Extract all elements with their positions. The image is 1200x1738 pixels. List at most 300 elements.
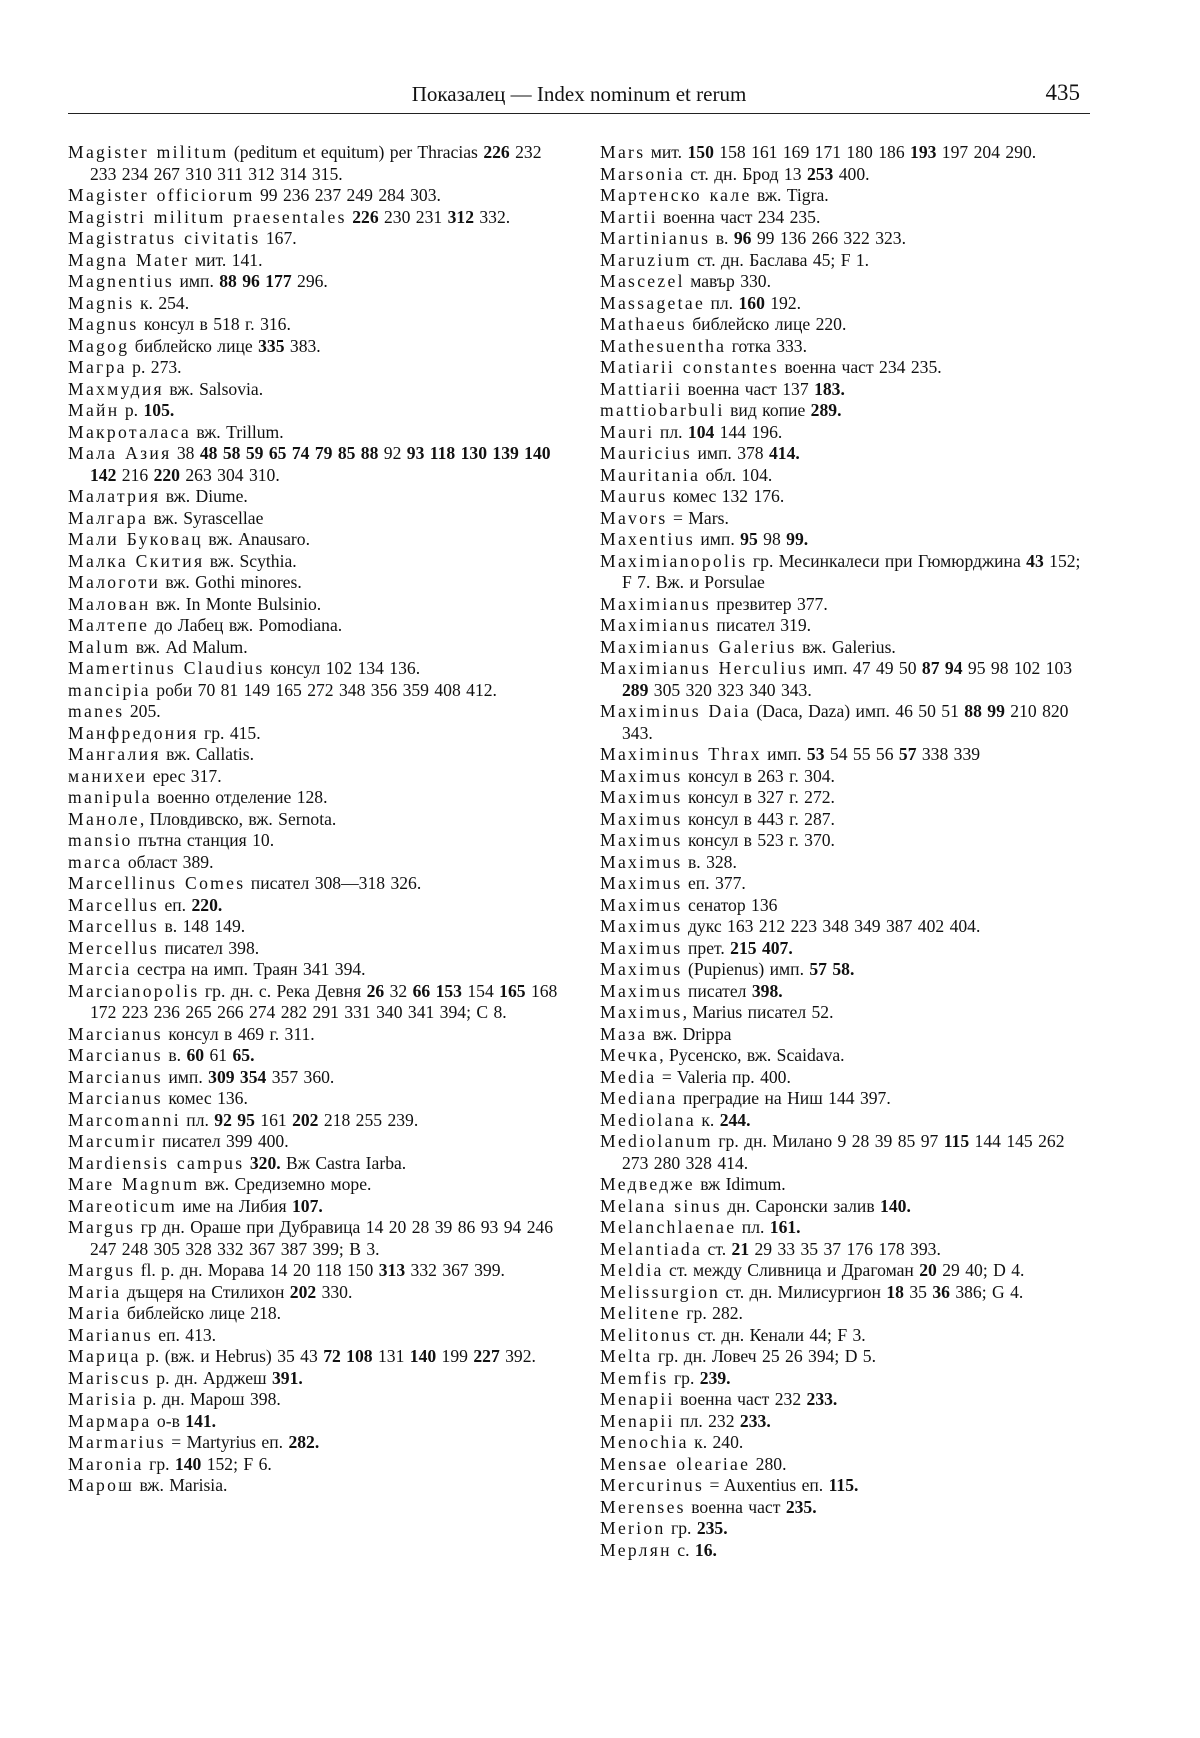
entry-text: ст. дн. Кенали 44; F 3. [692,1324,866,1345]
entry-text: ст. между Сливница и Драгоман [663,1260,920,1280]
entry-headword: Martinianus [600,228,711,248]
entry-text: 386; G 4. [949,1281,1024,1302]
index-entry [600,1196,1094,1218]
index-entry [600,1432,1094,1454]
entry-text: писател 319. [710,615,812,635]
index-entry [68,1024,572,1046]
index-entry [600,336,1094,358]
entry-headword: Margus [68,1260,136,1280]
entry-text: 154 [461,980,500,1001]
entry-bold-reference: 65. [232,1045,255,1065]
entry-text: библейско лице 218. [121,1303,282,1323]
entry-headword: Marcianopolis [68,980,200,1001]
entry-text: комес 132 176. [667,486,785,506]
entry-text: дъщеря на Стилихон [121,1281,290,1302]
index-entry [68,1475,572,1497]
entry-text: , Русенско, вж. Scaidava. [659,1045,845,1065]
entry-text: о-в [151,1410,186,1431]
entry-headword: Marcianus [68,1066,163,1087]
entry-text: дн. Саронски залив [721,1195,881,1216]
entry-text: вж. Anausaro. [203,529,310,549]
index-entry [68,422,572,444]
index-entry [68,551,572,573]
entry-bold-reference: 20 [919,1260,937,1280]
entry-headword: Mamertinus Claudius [68,658,265,678]
entry-headword: Малован [68,593,151,614]
entry-text: 29 33 35 37 176 178 393. [749,1238,941,1259]
index-entry [68,185,572,207]
entry-text: в. 328. [682,851,737,872]
entry-bold-reference: 57 58. [809,959,855,979]
entry-headword: Menapii [600,1389,675,1409]
index-entry [600,830,1094,852]
index-entry [600,1110,1094,1132]
entry-headword: Maximus [600,808,683,829]
index-entry [600,1497,1094,1519]
index-entry [68,1174,572,1196]
entry-text: консул в 443 г. 287. [682,808,835,829]
entry-bold-reference: 87 94 [921,658,963,678]
entry-text: 392. [499,1346,536,1366]
entry-bold-reference: 244. [719,1109,751,1130]
entry-text: библейско лице 220. [686,314,847,334]
index-column-left [68,142,572,1497]
entry-text: имп. [761,744,807,764]
entry-text: вж. Diume. [160,486,248,506]
index-entry [68,1131,572,1153]
index-entry [600,271,1094,293]
entry-headword: Малатрия [68,486,161,506]
index-entry [68,895,572,917]
index-entry [600,400,1094,422]
entry-text: (Daca, Daza) имп. 46 50 51 [750,701,965,721]
index-entry [68,744,572,766]
entry-bold-reference: 141. [185,1410,217,1431]
entry-bold-reference: 220. [191,894,223,915]
entry-text: 280. [750,1453,787,1474]
index-entry [68,1303,572,1325]
index-entry [600,185,1094,207]
index-entry [68,1196,572,1218]
entry-headword: Медведже [600,1174,695,1194]
entry-text: 296. [291,271,328,291]
entry-headword: Maximus [600,980,683,1001]
entry-headword: Маноле [68,808,140,829]
entry-bold-reference: 43 [1026,550,1044,571]
entry-headword: Mathaeus [600,314,687,334]
entry-bold-reference: 150 [687,142,714,162]
entry-bold-reference: 202 [289,1281,317,1302]
index-entry [68,271,572,293]
entry-text: гр. Месинкалеси при Гюмюрджина [747,550,1027,571]
index-entry [68,443,572,486]
entry-bold-reference: 57 [898,744,917,764]
entry-bold-reference: 233. [806,1389,838,1409]
entry-headword: marca [68,851,123,872]
index-entry [600,1518,1094,1540]
entry-bold-reference: 160 [738,292,765,313]
entry-text: писател [682,980,752,1001]
entry-headword: Magnus [68,314,139,334]
index-entry [68,916,572,938]
entry-text: военна част 234 235. [657,206,821,227]
entry-headword: Mare Magnum [68,1174,200,1194]
entry-text: гр. 282. [680,1303,743,1323]
entry-headword: Magistri militum praesentales [68,206,347,227]
index-entry [68,1282,572,1304]
index-entry [600,422,1094,444]
entry-bold-reference: 161. [769,1217,801,1237]
entry-bold-reference: 215 407. [730,937,793,958]
entry-headword: Maximus [600,1002,683,1022]
entry-bold-reference: 93 118 130 139 140 142 [90,443,556,485]
index-entry [600,443,1094,465]
entry-headword: Манфредония [68,722,199,743]
entry-bold-reference: 105. [143,400,175,420]
entry-text: 383. [284,335,321,356]
entry-headword: Margus [68,1217,136,1237]
entry-bold-reference: 21 [731,1238,750,1259]
entry-text: = Mars. [667,507,729,528]
entry-bold-reference: 226 [483,142,510,162]
entry-headword: Maria [68,1303,122,1323]
index-entry [600,1454,1094,1476]
entry-text: 144 196. [714,421,783,442]
index-entry [600,1067,1094,1089]
entry-headword: Мала Азия [68,443,172,463]
entry-text: гр. дн. с. Река Девня [199,980,367,1001]
entry-text: комес 136. [162,1088,248,1108]
entry-text: гр. [665,1518,697,1538]
entry-text: пл. [736,1217,770,1237]
entry-text: fl. р. дн. Морава 14 20 118 150 [135,1260,379,1280]
index-entry [600,228,1094,250]
entry-headword: Maximus [600,765,683,786]
entry-text: 210 820 343. [622,701,1074,743]
entry-text: мавър 330. [684,271,771,291]
entry-text: (Pupienus) имп. [682,959,810,979]
entry-text: 99 236 237 249 284 303. [254,185,441,205]
entry-headword: Marmarius [68,1432,166,1452]
entry-headword: манихеи [68,765,148,786]
index-column-right [600,142,1094,1561]
index-entry [68,809,572,831]
entry-headword: Махмудия [68,378,164,399]
entry-text: 54 55 56 [824,744,899,764]
index-entry [68,615,572,637]
index-entry [600,938,1094,960]
index-entry [600,615,1094,637]
entry-bold-reference: 239. [699,1367,731,1388]
entry-text: мит. 141. [189,249,263,270]
entry-bold-reference: 414. [769,443,800,463]
entry-text: 38 [171,443,200,463]
entry-headword: Maximus [600,830,683,850]
index-entry [68,852,572,874]
entry-headword: Marcellinus Comes [68,873,246,893]
entry-headword: Малтепе [68,615,150,635]
index-entry [68,314,572,336]
entry-headword: Малоготи [68,572,161,592]
entry-bold-reference: 235. [696,1518,728,1538]
entry-bold-reference: 92 95 [214,1109,255,1130]
index-entry [600,1260,1094,1282]
entry-text: 35 [903,1281,933,1302]
entry-headword: Marcumir [68,1131,157,1151]
entry-text: пл. [705,292,739,313]
entry-text: 218 255 239. [318,1109,419,1130]
entry-text: 167. [260,228,297,248]
entry-text: вж. Callatis. [160,744,255,764]
entry-headword: Maximus [600,916,683,936]
entry-headword: Maximinus Daia [600,701,751,721]
entry-text: 263 304 310. [179,464,280,485]
index-entry [68,142,572,185]
entry-bold-reference: 320. [249,1152,281,1173]
entry-text: гр. 415. [198,722,261,743]
entry-headword: Mars [600,142,646,162]
entry-headword: Мерлян [600,1539,672,1560]
entry-text: военна част 234 235. [779,357,942,377]
running-title: Показалец — Index nominum et rerum [411,82,747,106]
entry-text: 92 [378,443,407,463]
entry-text: 131 [372,1346,410,1366]
index-entry [68,637,572,659]
index-entry [68,701,572,723]
entry-text: ст. дн. Милисургион [720,1281,887,1302]
entry-text: 338 339 [916,744,981,764]
entry-headword: Marcianus [68,1088,163,1108]
index-entry [600,916,1094,938]
entry-bold-reference: 88 96 177 [219,271,292,291]
entry-text: к. 240. [688,1432,744,1452]
entry-headword: Magnentius [68,271,175,291]
entry-headword: Maximus [600,894,683,915]
entry-text: к. 254. [134,292,190,313]
entry-text: вж. Ad Malum. [130,636,248,657]
entry-text: гр. [668,1367,700,1388]
index-entry [68,723,572,745]
entry-text: военна част 137 [682,378,815,399]
index-entry [600,1540,1094,1562]
entry-text: , Пловдивско, вж. Sernota. [139,808,337,829]
entry-text: 357 360. [266,1066,335,1087]
entry-headword: Maximinus Thrax [600,744,762,764]
entry-text: р. дн. Арджеш [150,1367,272,1388]
entry-bold-reference: 391. [271,1367,303,1388]
entry-headword: Mauritania [600,464,701,485]
entry-headword: Малгара [68,507,149,528]
header-rule [68,113,1090,114]
entry-headword: Marcianus [68,1023,163,1044]
index-entry [68,680,572,702]
entry-headword: Малка Скития [68,550,205,571]
entry-bold-reference: 165 [499,980,526,1001]
entry-headword: Magister militum [68,142,229,162]
entry-bold-reference: 253 [806,163,834,184]
index-entry [68,1260,572,1282]
entry-bold-reference: 140 [409,1346,437,1366]
entry-text: вж. Galerius. [796,636,896,657]
entry-text: библейско лице [129,335,259,356]
entry-text: еп. 377. [682,873,746,893]
index-entry [600,508,1094,530]
entry-bold-reference: 335 [258,335,285,356]
entry-headword: Menochia [600,1432,689,1452]
entry-bold-reference: 36 [932,1281,950,1302]
entry-headword: Maximianus Galerius [600,636,797,657]
entry-bold-reference: 313 [378,1260,406,1280]
entry-headword: Magnis [68,292,135,313]
entry-bold-reference: 312 [447,206,474,227]
entry-text: в. [162,1045,187,1065]
entry-bold-reference: 183. [814,378,845,399]
entry-text: 197 204 290. [936,142,1037,162]
entry-text: вж. Drippa [647,1023,732,1044]
entry-text: Вж Castra Iarba. [280,1152,407,1173]
entry-text: вж. Salsovia. [163,378,264,399]
entry-text: 216 [116,464,154,485]
entry-headword: Melitonus [600,1324,693,1345]
index-entry [600,1346,1094,1368]
entry-headword: Mattiarii [600,378,683,399]
entry-text: писател 398. [159,937,260,958]
index-entry [68,594,572,616]
entry-text: вж. Средиземно море. [199,1174,372,1194]
entry-headword: Massagetae [600,292,706,313]
entry-headword: Maximus [600,787,683,807]
entry-headword: Maria [68,1281,122,1302]
entry-headword: Martii [600,206,658,227]
entry-headword: Marisia [68,1389,138,1409]
index-entry [600,744,1094,766]
entry-headword: Магра [68,357,127,377]
entry-text: ст. [702,1238,732,1259]
entry-headword: Маза [600,1023,648,1044]
entry-headword: Marianus [68,1324,153,1345]
index-entry [600,486,1094,508]
entry-bold-reference: 289 [622,679,649,700]
page-number: 435 [1045,80,1080,105]
entry-text: консул в 263 г. 304. [682,765,835,786]
index-entry [600,637,1094,659]
index-entry [600,1002,1094,1024]
entry-headword: Mathesuentha [600,335,727,356]
index-entry [68,658,572,680]
entry-text: пл. [654,421,688,442]
index-entry [600,1303,1094,1325]
entry-text: = Martyrius еп. [165,1432,289,1452]
entry-text: 144 145 262 273 280 328 414. [622,1131,1070,1173]
index-entry [600,207,1094,229]
index-entry [68,787,572,809]
index-entry [68,228,572,250]
entry-headword: Marcia [68,959,132,979]
entry-text: сестра на имп. Траян 341 394. [131,959,366,979]
entry-text: военна част [685,1496,786,1517]
entry-headword: Maximianus Herculius [600,658,808,678]
entry-headword: Merenses [600,1496,686,1517]
entry-text: 332. [473,206,511,227]
entry-headword: Matiarii constantes [600,357,780,377]
entry-text: 152; F 6. [201,1453,272,1474]
index-entry [68,1088,572,1110]
entry-headword: Melanchlaenae [600,1217,737,1237]
entry-text: 400. [833,163,870,184]
entry-text: писател 399 400. [156,1131,289,1151]
index-entry [600,895,1094,917]
entry-text: гр. дн. Милано 9 28 39 85 97 [712,1131,944,1151]
entry-bold-reference: 398. [751,980,783,1001]
entry-text: имп. [162,1066,209,1087]
index-entry [600,357,1094,379]
entry-text: в. 148 149. [159,916,246,936]
entry-bold-reference: 104 [687,421,715,442]
index-entry [68,529,572,551]
entry-text: вж. Tigra. [751,185,829,205]
entry-headword: Maximianus [600,593,711,614]
index-entry [68,766,572,788]
entry-headword: Maronia [68,1453,144,1474]
entry-headword: Memfis [600,1367,669,1388]
index-entry [600,1368,1094,1390]
entry-headword: Maximianus [600,615,711,635]
entry-text: р. дн. Марош 398. [137,1389,281,1409]
entry-text: имп. 47 49 50 [807,658,922,678]
index-entry [600,1325,1094,1347]
index-entry [68,207,572,229]
entry-text: консул в 523 г. 370. [682,830,835,850]
index-entry [600,164,1094,186]
entry-text: гр дн. Ораше при Дубравица 14 20 28 39 86 93 94 246 247 248 305 328 332 367 387 399; B 3. [90,1217,559,1259]
entry-text: 158 161 169 171 180 186 [713,142,911,162]
entry-text: 205. [124,701,161,721]
index-entry [600,250,1094,272]
entry-bold-reference: 18 [886,1281,904,1302]
entry-headword: Mavors [600,507,668,528]
entry-headword: Melta [600,1346,653,1366]
entry-bold-reference: 282. [288,1432,320,1452]
entry-text: р. (вж. и Hebrus) 35 43 [140,1346,324,1366]
entry-headword: Марош [68,1475,135,1495]
entry-headword: Magistratus civitatis [68,228,261,248]
entry-text: в. [710,228,734,248]
entry-text: 161 [254,1109,293,1130]
entry-headword: Mardiensis campus [68,1152,245,1173]
index-entry [600,529,1094,551]
entry-text: вж. Syrascellae [148,507,264,528]
entry-text: 232 233 234 267 310 311 312 314 315. [90,142,547,184]
entry-headword: Mercellus [68,937,160,958]
index-entry [68,1411,572,1433]
index-entry [68,572,572,594]
entry-headword: Melissurgion [600,1281,721,1302]
index-entry [68,250,572,272]
index-entry [68,336,572,358]
entry-bold-reference: 115. [828,1475,859,1495]
entry-headword: Мечка [600,1045,660,1065]
index-entry [600,1174,1094,1196]
entry-headword: Mauri [600,421,655,442]
entry-text: 168 172 223 236 265 266 274 282 291 331 340 341 394; C 8. [90,980,563,1022]
entry-headword: Mediana [600,1088,678,1108]
index-entry [68,1346,572,1368]
entry-headword: manipula [68,787,152,807]
entry-text: вид копие [724,400,811,420]
entry-text: 99 136 266 322 323. [751,228,906,248]
entry-bold-reference: 16. [694,1539,717,1560]
entry-text: вж Idimum. [694,1174,786,1194]
